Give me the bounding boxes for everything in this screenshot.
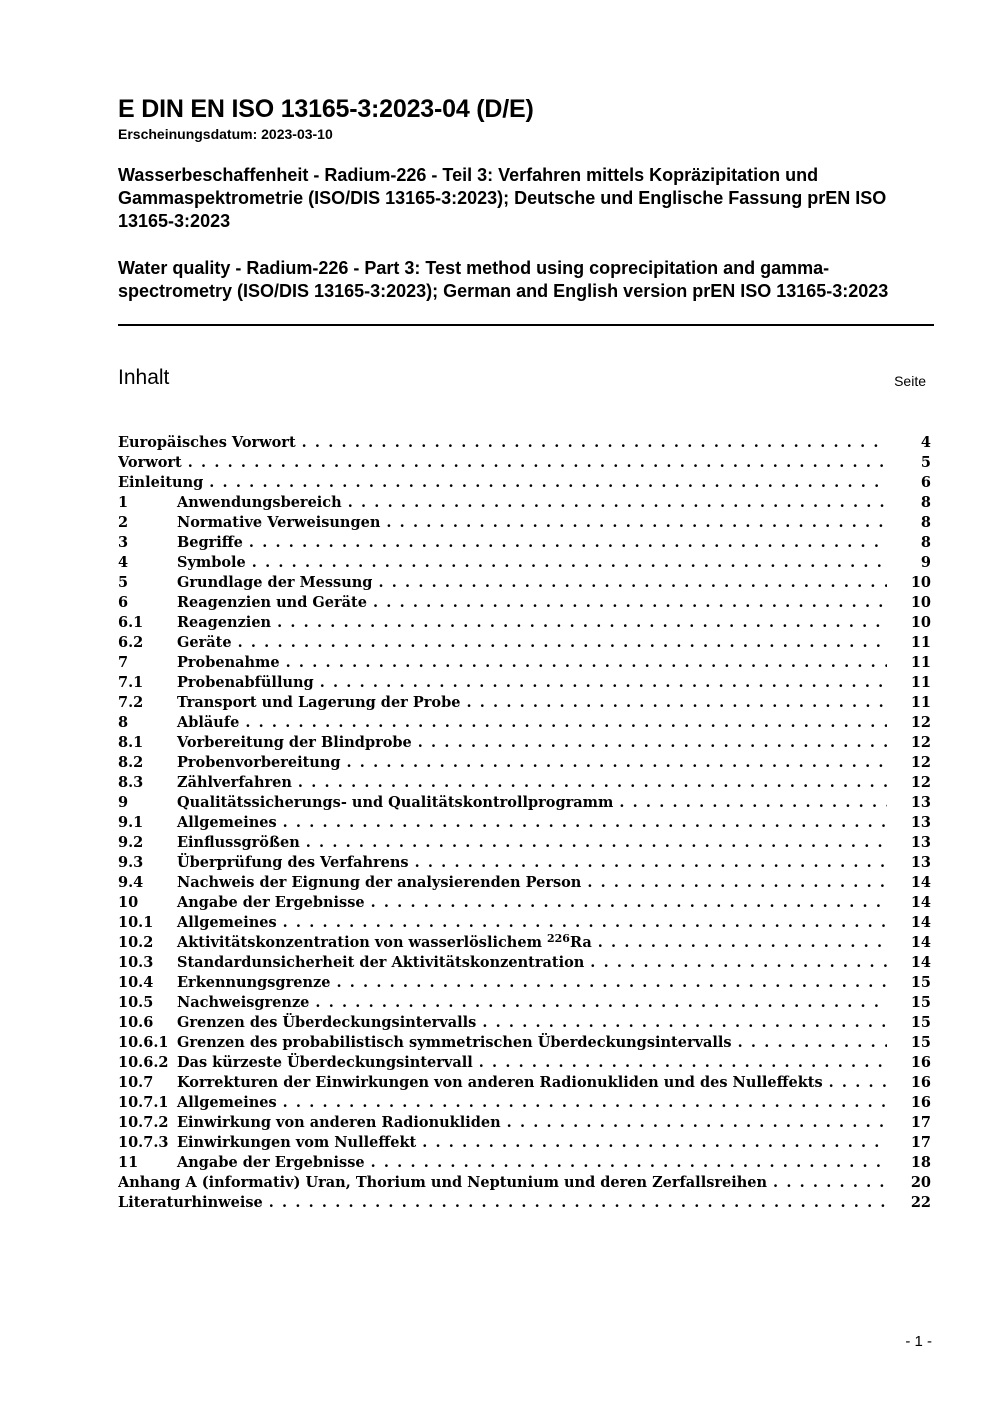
toc-entry-title-text: Einflussgrößen <box>177 834 300 851</box>
toc-entry[interactable] <box>118 933 931 953</box>
toc-entry[interactable] <box>118 473 931 493</box>
publication-date: Erscheinungsdatum: 2023-03-10 <box>118 126 333 142</box>
toc-entry-title <box>177 1153 369 1173</box>
toc-entry-number: 10.7 <box>118 1074 154 1091</box>
toc-entry-number: 10.6.2 <box>118 1054 169 1071</box>
toc-leader-dots <box>281 813 887 833</box>
toc-entry-superscript: 226 <box>546 933 570 945</box>
toc-entry-page: 18 <box>910 1154 931 1171</box>
toc-entry-title <box>177 553 250 573</box>
toc-entry[interactable] <box>118 1133 931 1153</box>
toc-entry-page: 11 <box>910 634 931 651</box>
toc-entry-title <box>177 753 345 773</box>
toc-entry[interactable] <box>118 713 931 733</box>
toc-entry[interactable] <box>118 1093 931 1113</box>
toc-entry[interactable] <box>118 793 931 813</box>
toc-entry-page: 8 <box>920 514 931 531</box>
header-divider <box>118 324 934 326</box>
toc-entry-title-text: Nachweisgrenze <box>177 994 310 1011</box>
toc-leader-dots <box>736 1033 887 1053</box>
toc-leader-dots <box>588 953 887 973</box>
toc-leader-dots <box>617 793 887 813</box>
toc-entry-page: 11 <box>910 674 931 691</box>
toc-entry-page: 16 <box>910 1074 931 1091</box>
toc-entry-page: 16 <box>910 1054 931 1071</box>
toc-leader-dots <box>480 1013 887 1033</box>
toc-entry[interactable] <box>118 693 931 713</box>
toc-leader-dots <box>369 893 887 913</box>
toc-entry-page: 15 <box>910 1034 931 1051</box>
toc-entry-title <box>118 1193 267 1213</box>
toc-entry-title-text: Allgemeines <box>177 1094 277 1111</box>
toc-leader-dots <box>281 913 887 933</box>
toc-entry-page: 12 <box>910 714 931 731</box>
toc-entry-title <box>177 1133 420 1153</box>
toc-entry-page: 11 <box>910 694 931 711</box>
toc-entry-title-text: Grenzen des probabilistisch symmetrischen Überdeckungsintervalls <box>177 1034 732 1051</box>
toc-leader-dots <box>413 853 887 873</box>
toc-entry-title-text: Einwirkungen vom Nulleffekt <box>177 1134 417 1151</box>
toc-entry-title <box>177 693 464 713</box>
toc-entry-title <box>177 873 585 893</box>
toc-entry[interactable] <box>118 613 931 633</box>
toc-entry[interactable] <box>118 1173 931 1193</box>
toc-entry[interactable] <box>118 1113 931 1133</box>
toc-entry[interactable] <box>118 1013 931 1033</box>
toc-entry-title-text: Angabe der Ergebnisse <box>177 894 365 911</box>
toc-entry-title <box>118 473 207 493</box>
toc-entry-page: 13 <box>910 854 931 871</box>
toc-leader-dots <box>596 933 887 953</box>
toc-leader-dots <box>275 613 887 633</box>
toc-leader-dots <box>296 773 887 793</box>
toc-entry-title <box>118 433 300 453</box>
toc-entry-page: 13 <box>910 794 931 811</box>
toc-leader-dots <box>300 433 887 453</box>
toc-leader-dots <box>281 1093 887 1113</box>
toc-entry[interactable] <box>118 573 931 593</box>
toc-entry[interactable] <box>118 913 931 933</box>
toc-entry-title-text: Überprüfung des Verfahrens <box>177 854 409 871</box>
toc-entry-number: 8.2 <box>118 754 144 771</box>
toc-entry-number: 10.4 <box>118 974 154 991</box>
toc-entry-page: 14 <box>910 894 931 911</box>
toc-entry-number: 6.2 <box>118 634 144 651</box>
toc-entry-page: 8 <box>920 494 931 511</box>
toc-entry-page: 6 <box>920 474 931 491</box>
toc-entry-title <box>177 653 284 673</box>
toc-entry-title-text: Aktivitätskonzentration von wasserlöslichem <box>177 934 542 951</box>
toc-leader-dots <box>376 573 887 593</box>
toc-entry-page: 11 <box>910 654 931 671</box>
toc-entry-title <box>177 673 318 693</box>
toc-entry-number: 5 <box>118 574 129 591</box>
toc-leader-dots <box>207 473 887 493</box>
toc-leader-dots <box>505 1113 887 1133</box>
toc-entry-title <box>177 833 304 853</box>
toc-entry-number: 10.7.3 <box>118 1134 169 1151</box>
toc-entry-number: 7.1 <box>118 674 144 691</box>
toc-entry-title-text: Zählverfahren <box>177 774 292 791</box>
toc-entry[interactable] <box>118 493 931 513</box>
toc-entry[interactable] <box>118 873 931 893</box>
toc-entry[interactable] <box>118 1053 931 1073</box>
toc-entry-title-text: Symbole <box>177 554 246 571</box>
toc-entry-title <box>177 1073 827 1093</box>
toc-entry[interactable] <box>118 1193 931 1213</box>
toc-entry-page: 12 <box>910 774 931 791</box>
toc-entry-title <box>177 513 384 533</box>
toc-entry-title-text: Qualitätssicherungs- und Qualitätskontrollprogramm <box>177 794 614 811</box>
toc-entry-title-text: Vorbereitung der Blindprobe <box>177 734 412 751</box>
toc-entry-title-text: Erkennungsgrenze <box>177 974 331 991</box>
toc-leader-dots <box>304 833 887 853</box>
toc-entry-page: 22 <box>910 1194 931 1211</box>
toc-entry-title <box>177 593 371 613</box>
toc-entry-title <box>177 1013 480 1033</box>
toc-entry-title <box>177 913 281 933</box>
toc-entry-title <box>177 733 416 753</box>
toc-entry[interactable] <box>118 1073 931 1093</box>
toc-entry-title <box>177 713 243 733</box>
toc-entry-number: 10.7.2 <box>118 1114 169 1131</box>
toc-entry-page: 15 <box>910 974 931 991</box>
toc-entry-number: 10.7.1 <box>118 1094 169 1111</box>
toc-entry-title <box>177 1033 736 1053</box>
toc-entry[interactable] <box>118 593 931 613</box>
toc-entry-title-text: Transport und Lagerung der Probe <box>177 694 461 711</box>
toc-leader-dots <box>464 693 887 713</box>
toc-entry-title-text: Standardunsicherheit der Aktivitätskonzentration <box>177 954 585 971</box>
toc-entry-title-text: Vorwort <box>118 454 182 471</box>
toc-entry-title-text: Angabe der Ergebnisse <box>177 1154 365 1171</box>
toc-entry-number: 10.6.1 <box>118 1034 169 1051</box>
toc-leader-dots <box>371 593 887 613</box>
toc-entry-title-text: Allgemeines <box>177 914 277 931</box>
toc-entry-page: 9 <box>920 554 931 571</box>
toc-entry-page: 10 <box>910 574 931 591</box>
toc-entry[interactable] <box>118 1153 931 1173</box>
toc-entry-title <box>177 973 334 993</box>
toc-entry[interactable] <box>118 773 931 793</box>
toc-entry-page: 15 <box>910 994 931 1011</box>
toc-entry-title-text: Grundlage der Messung <box>177 574 373 591</box>
toc-entry[interactable] <box>118 993 931 1013</box>
toc-entry-title-text: Einwirkung von anderen Radionukliden <box>177 1114 501 1131</box>
toc-entry[interactable] <box>118 893 931 913</box>
toc-entry-title-text: Reagenzien <box>177 614 272 631</box>
toc-leader-dots <box>247 533 887 553</box>
toc-entry-number: 10 <box>118 894 139 911</box>
toc-leader-dots <box>186 453 887 473</box>
toc-entry-page: 17 <box>910 1134 931 1151</box>
toc-entry-page: 16 <box>910 1094 931 1111</box>
toc-entry-number: 11 <box>118 1154 139 1171</box>
toc-entry-number: 6 <box>118 594 129 611</box>
toc-entry-title-text: Anwendungsbereich <box>177 494 342 511</box>
toc-leader-dots <box>313 993 887 1013</box>
toc-entry-page: 17 <box>910 1114 931 1131</box>
toc-entry-page: 8 <box>920 534 931 551</box>
toc-entry-title-text: Geräte <box>177 634 232 651</box>
toc-entry-title-text: Anhang A (informativ) Uran, Thorium und Neptunium und deren Zerfallsreihen <box>118 1174 768 1191</box>
toc-entry[interactable] <box>118 733 931 753</box>
toc-entry-title-text: Einleitung <box>118 474 204 491</box>
toc-entry-title <box>177 773 296 793</box>
toc-leader-dots <box>416 733 887 753</box>
toc-entry-number: 9.1 <box>118 814 144 831</box>
toc-entry-title-text: Allgemeines <box>177 814 277 831</box>
toc-entry-title-text: Probenvorbereitung <box>177 754 341 771</box>
toc-leader-dots <box>345 753 887 773</box>
toc-entry-title <box>177 993 313 1013</box>
toc-entry-page: 20 <box>910 1174 931 1191</box>
toc-entry-number: 10.6 <box>118 1014 154 1031</box>
toc-entry-number: 10.2 <box>118 934 154 951</box>
toc-entry-title-text: Probenahme <box>177 654 280 671</box>
toc-entry[interactable] <box>118 513 931 533</box>
toc-entry-number: 4 <box>118 554 129 571</box>
toc-entry[interactable] <box>118 633 931 653</box>
toc-entry-title-text: Nachweis der Eignung der analysierenden Person <box>177 874 582 891</box>
toc-entry-number: 8.1 <box>118 734 144 751</box>
toc-entry-page: 15 <box>910 1014 931 1031</box>
toc-entry-title <box>177 933 596 953</box>
toc-entry[interactable] <box>118 753 931 773</box>
toc-entry-title <box>177 953 588 973</box>
toc-entry[interactable] <box>118 653 931 673</box>
toc-entry-number: 1 <box>118 494 129 511</box>
toc-entry-title-text: Grenzen des Überdeckungsintervalls <box>177 1014 477 1031</box>
toc-leader-dots <box>771 1173 887 1193</box>
toc-entry-title <box>177 493 346 513</box>
toc-entry-title <box>177 853 413 873</box>
toc-entry[interactable] <box>118 673 931 693</box>
toc-leader-dots <box>346 493 887 513</box>
toc-entry-title-text: Abläufe <box>177 714 240 731</box>
toc-entry-title <box>177 613 275 633</box>
toc-entry-title <box>177 813 281 833</box>
toc-entry-number: 9.2 <box>118 834 144 851</box>
toc-entry-number: 9.4 <box>118 874 144 891</box>
toc-entry-title-text: Probenabfüllung <box>177 674 314 691</box>
toc-leader-dots <box>334 973 887 993</box>
toc-entry-number: 9 <box>118 794 129 811</box>
toc-entry-title-text: Reagenzien und Geräte <box>177 594 367 611</box>
toc-entry-number: 10.3 <box>118 954 154 971</box>
toc-page-column-label: Seite <box>894 373 926 389</box>
table-of-contents <box>118 433 931 1213</box>
toc-entry[interactable] <box>118 973 931 993</box>
toc-entry-page: 12 <box>910 734 931 751</box>
toc-entry-number: 8 <box>118 714 129 731</box>
toc-entry-number: 10.5 <box>118 994 154 1011</box>
toc-entry-page: 14 <box>910 954 931 971</box>
toc-entry-title <box>177 533 247 553</box>
toc-leader-dots <box>267 1193 887 1213</box>
toc-entry-title <box>177 633 236 653</box>
toc-entry-number: 9.3 <box>118 854 144 871</box>
toc-entry-title-text: Europäisches Vorwort <box>118 434 296 451</box>
toc-leader-dots <box>284 653 887 673</box>
toc-entry[interactable] <box>118 1033 931 1053</box>
toc-leader-dots <box>318 673 887 693</box>
toc-entry-page: 10 <box>910 594 931 611</box>
page-number: - 1 - <box>905 1333 932 1350</box>
title-german: Wasserbeschaffenheit - Radium-226 - Teil 3: Verfahren mittels Kopräzipitation und Gammaspektrometrie (ISO/DIS 13165-3:2023); Deutsche und Englische Fassung prEN ISO 13165-3:2023 <box>118 165 887 231</box>
toc-entry-page: 13 <box>910 814 931 831</box>
title-english: Water quality - Radium-226 - Part 3: Test method using coprecipitation and gamma-spectrometry (ISO/DIS 13165-3:2023); German and English version prEN ISO 13165-3:2023 <box>118 258 889 301</box>
toc-entry[interactable] <box>118 813 931 833</box>
toc-entry[interactable] <box>118 833 931 853</box>
toc-entry-title <box>177 1053 477 1073</box>
toc-entry-title-text: Literaturhinweise <box>118 1194 263 1211</box>
toc-leader-dots <box>827 1073 887 1093</box>
document-id: E DIN EN ISO 13165-3:2023-04 (D/E) <box>118 95 534 123</box>
toc-entry-page: 14 <box>910 874 931 891</box>
toc-entry[interactable] <box>118 553 931 573</box>
toc-entry-title <box>177 1113 505 1133</box>
toc-leader-dots <box>243 713 887 733</box>
toc-entry-page: 14 <box>910 914 931 931</box>
toc-entry[interactable] <box>118 533 931 553</box>
toc-entry-page: 5 <box>920 454 931 471</box>
toc-entry-title-text: Das kürzeste Überdeckungsintervall <box>177 1054 473 1071</box>
toc-entry[interactable] <box>118 953 931 973</box>
toc-entry-number: 2 <box>118 514 129 531</box>
toc-entry-number: 6.1 <box>118 614 144 631</box>
toc-entry-title-text: Begriffe <box>177 534 243 551</box>
toc-entry-number: 8.3 <box>118 774 144 791</box>
toc-entry-number: 7 <box>118 654 129 671</box>
toc-entry-page: 14 <box>910 934 931 951</box>
toc-entry-title <box>177 793 617 813</box>
toc-leader-dots <box>369 1153 887 1173</box>
toc-leader-dots <box>477 1053 887 1073</box>
toc-heading: Inhalt <box>118 366 170 389</box>
toc-entry-suffix: Ra <box>569 934 592 951</box>
toc-entry-page: 12 <box>910 754 931 771</box>
toc-leader-dots <box>384 513 887 533</box>
toc-entry[interactable] <box>118 853 931 873</box>
toc-entry-number: 10.1 <box>118 914 154 931</box>
toc-entry-page: 4 <box>920 434 931 451</box>
toc-entry-title <box>118 453 186 473</box>
toc-entry-page: 13 <box>910 834 931 851</box>
toc-entry-page: 10 <box>910 614 931 631</box>
toc-entry[interactable] <box>118 433 931 453</box>
toc-entry-number: 3 <box>118 534 129 551</box>
toc-entry-title-text: Normative Verweisungen <box>177 514 381 531</box>
toc-entry[interactable] <box>118 453 931 473</box>
toc-entry-number: 7.2 <box>118 694 144 711</box>
toc-entry-title-text: Korrekturen der Einwirkungen von anderen Radionukliden und des Nulleffekts <box>177 1074 823 1091</box>
toc-entry-title <box>177 1093 281 1113</box>
toc-leader-dots <box>585 873 887 893</box>
toc-leader-dots <box>236 633 887 653</box>
toc-leader-dots <box>420 1133 887 1153</box>
toc-entry-title <box>118 1173 771 1193</box>
toc-entry-title <box>177 893 369 913</box>
toc-leader-dots <box>250 553 887 573</box>
toc-entry-title <box>177 573 376 593</box>
